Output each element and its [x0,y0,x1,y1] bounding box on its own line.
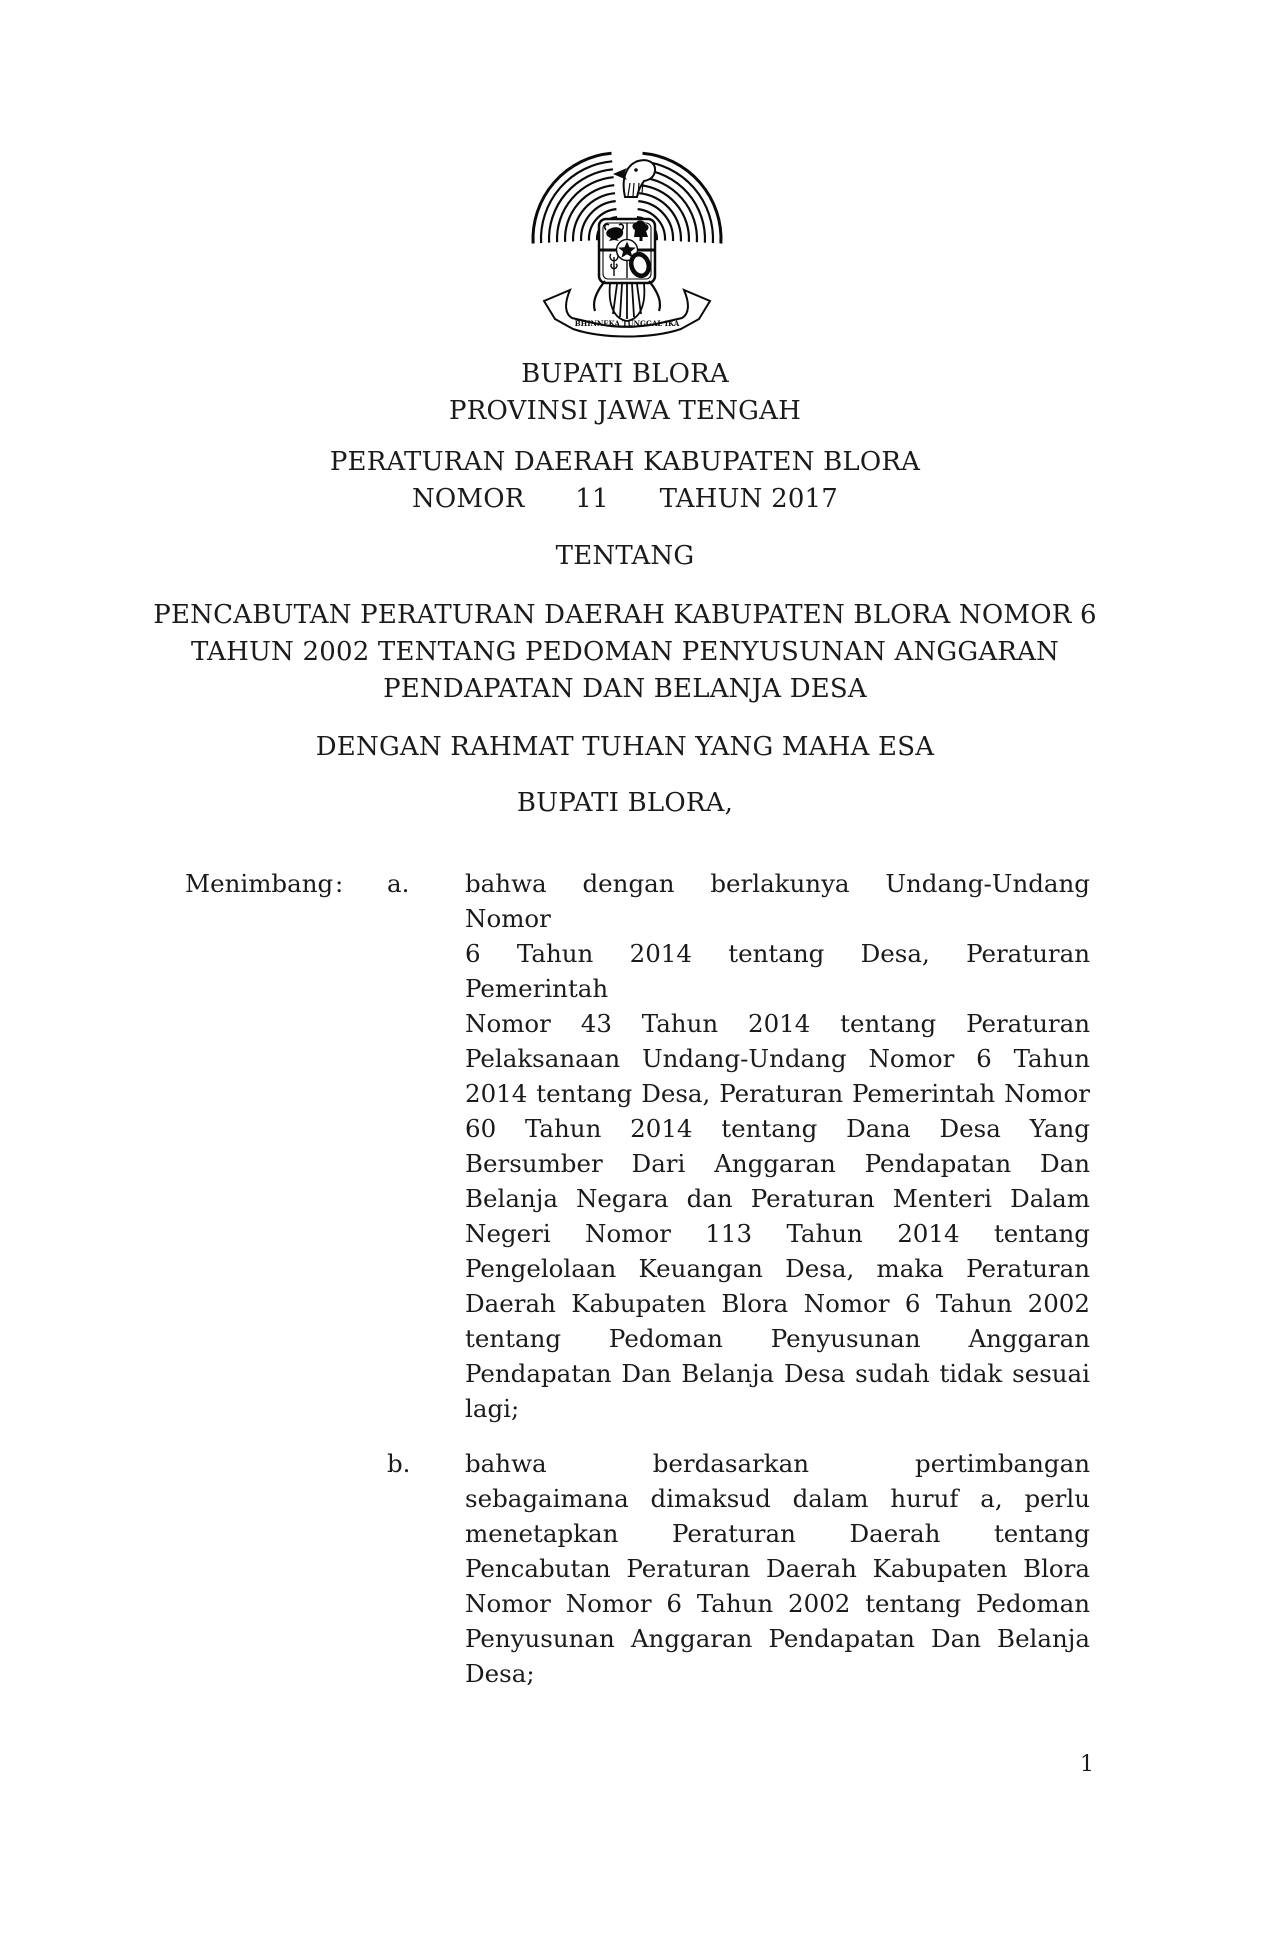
authority-line: BUPATI BLORA, [516,788,734,818]
text-line: PENCABUTAN PERATURAN DAERAH KABUPATEN BLORA NOMOR 6 [153,600,1097,630]
garuda-tail [594,281,660,321]
considerations-colon: : [335,869,344,898]
subject-title [150,597,1100,708]
text-line: Pendapatan Dan Belanja Desa sudah tidak sesuai [465,1359,1090,1388]
text-line: PENDAPATAN DAN BELANJA DESA [383,674,867,704]
regulation-number: NOMOR 11 TAHUN 2017 [411,484,839,514]
item-text [465,1446,1090,1691]
item-letter: b. [387,1449,411,1478]
text-line: Belanja Negara dan Peraturan Menteri Dalam [465,1184,1090,1213]
text-line: TAHUN 2002 TENTANG PEDOMAN PENYUSUNAN ANGGARAN [190,637,1060,667]
text-line: Pelaksanaan Undang-Undang Nomor 6 Tahun [465,1044,1090,1073]
letterhead-office: BUPATI BLORA [521,359,729,389]
letterhead-province: PROVINSI JAWA TENGAH [449,396,801,426]
text-line: bahwa berdasarkan pertimbangan [465,1449,1090,1478]
text-line: Nomor Nomor 6 Tahun 2002 tentang Pedoman [465,1589,1090,1618]
text-line: Daerah Kabupaten Blora Nomor 6 Tahun 2002 [465,1289,1090,1318]
text-line: Pencabutan Peraturan Daerah Kabupaten Blora [465,1554,1090,1583]
consideration-item-b [387,1446,1090,1691]
text-line: Bersumber Dari Anggaran Pendapatan Dan [465,1149,1090,1178]
item-text [465,866,1090,1426]
text-line: sebagaimana dimaksud dalam huruf a, perlu [465,1484,1090,1513]
regulation-title: PERATURAN DAERAH KABUPATEN BLORA [329,447,921,477]
considerations-section [185,866,1090,1691]
text-line: lagi; [465,1394,520,1423]
text-line: Penyusunan Anggaran Pendapatan Dan Belanja [465,1624,1090,1653]
text-line: Negeri Nomor 113 Tahun 2014 tentang [465,1219,1090,1248]
letterhead [150,356,1100,430]
text-line: tentang Pedoman Penyusunan Anggaran [465,1324,1090,1353]
considerations-items [387,866,1090,1691]
page-number: 1 [1080,1752,1094,1777]
text-line: Pengelolaan Keuangan Desa, maka Peraturan [465,1254,1090,1283]
text-line: 60 Tahun 2014 tentang Dana Desa Yang [465,1114,1090,1143]
consideration-item-a [387,866,1090,1426]
text-line: menetapkan Peraturan Daerah tentang [465,1519,1090,1548]
text-line: bahwa dengan berlakunya Undang-Undang Nomor [465,869,1090,933]
garuda-head [613,160,655,197]
item-letter: a. [387,869,410,898]
text-line: Desa; [465,1659,535,1688]
tentang-label: TENTANG [555,541,695,571]
text-line: 2014 tentang Desa, Peraturan Pemerintah Nomor [465,1079,1090,1108]
text-line: 6 Tahun 2014 tentang Desa, Peraturan Pemerintah [465,939,1090,1003]
regulation-heading [150,444,1100,518]
text-line: Nomor 43 Tahun 2014 tentang Peraturan [465,1009,1090,1038]
considerations-label: Menimbang [185,869,334,898]
invocation-line: DENGAN RAHMAT TUHAN YANG MAHA ESA [315,732,935,762]
garuda-pancasila-emblem [522,133,732,348]
pancasila-shield [599,219,655,283]
motto-text: BHINNEKA TUNGGAL IKA [574,319,680,328]
